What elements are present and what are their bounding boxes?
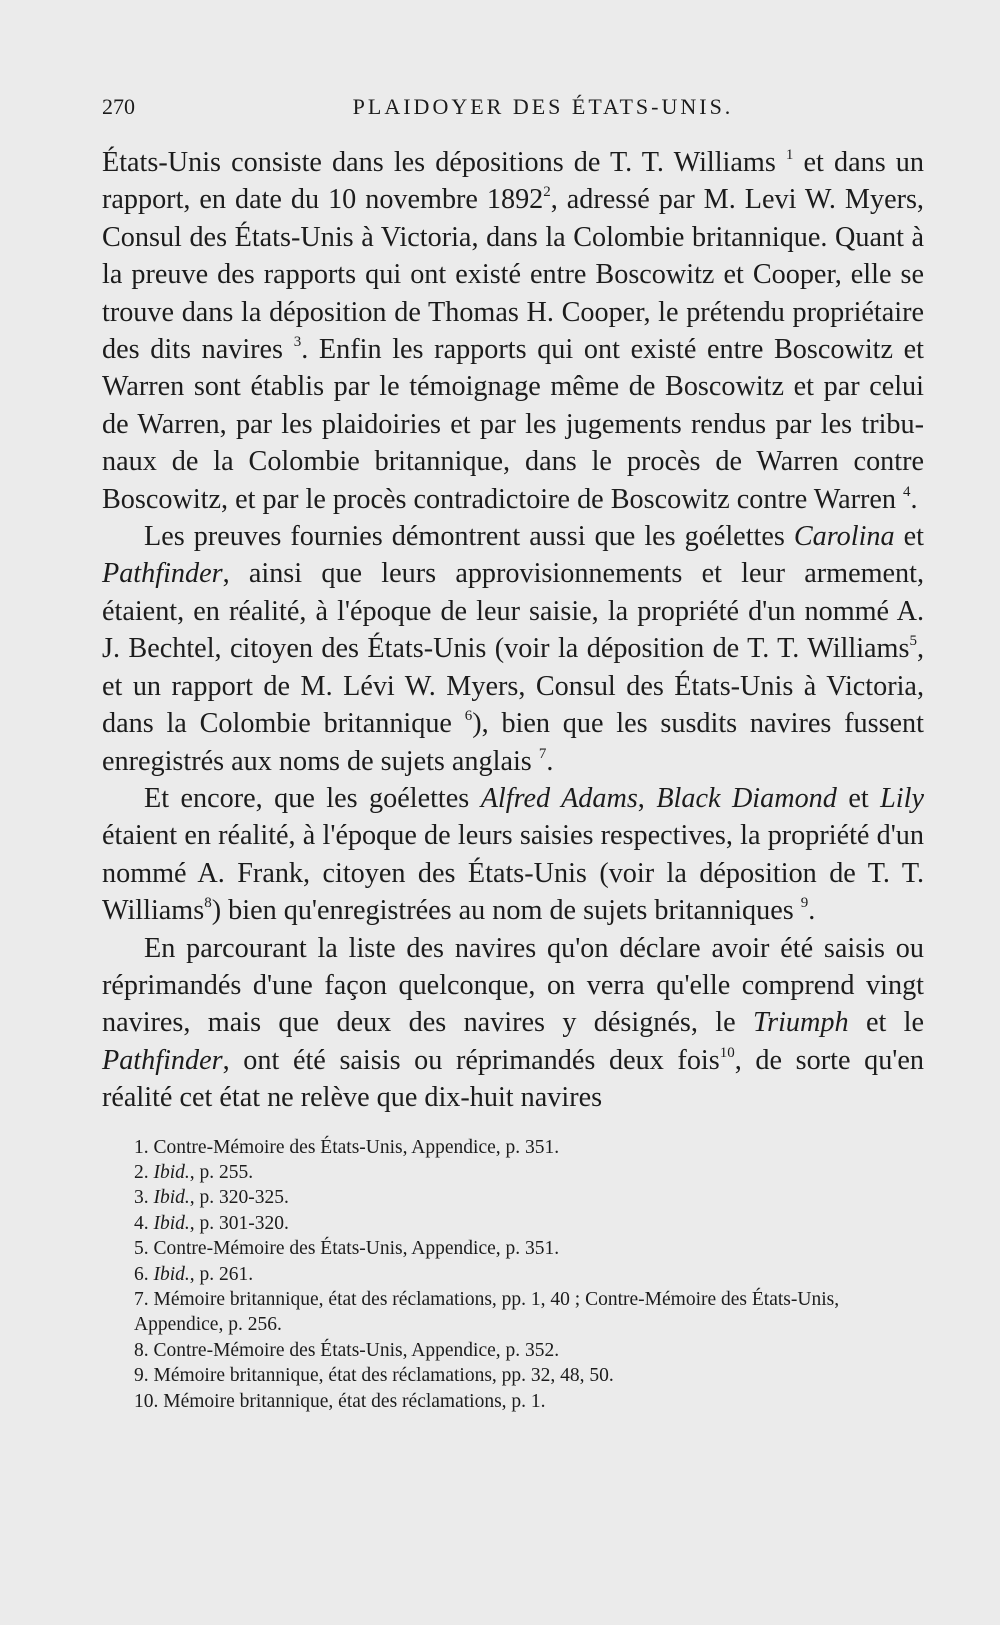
text-run: Et encore, que les goélettes xyxy=(144,782,481,814)
text-run: , xyxy=(637,782,657,814)
footnote-number: 9. xyxy=(134,1365,149,1387)
text-run: et xyxy=(894,521,924,553)
body-text xyxy=(102,144,924,1117)
italic-text: Pathfinder xyxy=(102,558,223,590)
footnote-number: 2. xyxy=(134,1161,149,1183)
running-head xyxy=(102,90,924,130)
paragraph xyxy=(102,780,924,930)
footnote xyxy=(134,1135,924,1160)
footnote xyxy=(134,1185,924,1210)
footnote xyxy=(134,1211,924,1236)
italic-text: Alfred Adams xyxy=(480,782,638,814)
text-run: . xyxy=(546,745,554,777)
italic-text: Ibid. xyxy=(153,1263,190,1285)
text-run: . Enfin les rapports qui ont existé entre Boscowitz et Warren sont établis par le témoignage même de Boscowitz et par celui de Warren, par les plaidoiries et par les jugements rendus par les tribunaux de la Colombie britannique, dans le procès de Warren contre Boscowitz, et par le procès contradictoire de Boscowitz contre Warren xyxy=(102,334,925,515)
footnote xyxy=(134,1160,924,1185)
footnote-marker: 3 xyxy=(293,334,302,351)
text-run: , et un rapport de M. Lévi W. Myers, Consul des États-Unis à Victoria, dans la Colombie britannique xyxy=(102,633,924,740)
italic-text: Ibid. xyxy=(153,1212,190,1234)
text-run: et le xyxy=(848,1007,924,1039)
text-run: Contre-Mémoire des États-Unis, Appendice, p. 352. xyxy=(148,1339,560,1361)
italic-text: Lily xyxy=(880,782,924,814)
footnote-number: 6. xyxy=(134,1263,149,1285)
footnote-number: 5. xyxy=(134,1238,149,1260)
text-run: Contre-Mémoire des États-Unis, Appendice, p. 351. xyxy=(148,1238,560,1260)
text-run: ) bien qu'enregistrées au nom de sujets britanniques xyxy=(211,895,801,927)
footnote-number: 7. xyxy=(134,1289,149,1310)
footnote-number: 4. xyxy=(134,1212,149,1234)
footnote-number: 1. xyxy=(134,1136,149,1158)
text-run: Mémoire britannique, état des réclamations, pp. 32, 48, 50. xyxy=(148,1365,614,1387)
text-run: ), bien que les susdits navires fussent enregistrés aux noms de sujets anglais xyxy=(102,708,924,777)
paragraph xyxy=(102,518,924,780)
footnote xyxy=(134,1236,924,1261)
text-run: En parcourant la liste des navires qu'on déclare avoir été saisis ou réprimandés d'une façon quelconque, on verra qu'elle comprend vingt navires, mais que deux des navires y désignés, le xyxy=(102,932,924,1039)
paragraph xyxy=(102,930,924,1117)
footnote-marker: 1 xyxy=(785,147,794,163)
running-title: PLAIDOYER DES ÉTATS-UNIS. xyxy=(352,94,734,119)
footnote-marker: 2 xyxy=(543,184,551,201)
text-run: , p. 255. xyxy=(189,1161,254,1183)
page-number: 270 xyxy=(102,94,135,119)
text-run: Contre-Mémoire des États-Unis, Appendice, p. 351. xyxy=(148,1136,560,1158)
text-run: . xyxy=(808,895,816,927)
text-run: , p. 261. xyxy=(189,1263,254,1285)
footnote-marker: 4 xyxy=(903,483,911,500)
text-run: et xyxy=(836,782,881,814)
footnote-number: 10. xyxy=(134,1390,159,1412)
text-run: , p. 301-320. xyxy=(189,1212,289,1234)
footnote xyxy=(134,1262,924,1287)
footnote-marker: 6 xyxy=(464,708,473,725)
paragraph xyxy=(102,144,924,518)
text-run: . xyxy=(910,483,918,515)
italic-text: Triumph xyxy=(753,1007,849,1039)
text-run: , de sorte qu'en réalité cet état ne relève que dix-huit navires xyxy=(102,1044,924,1114)
footnote-marker: 10 xyxy=(719,1044,735,1061)
text-run: , p. 320-325. xyxy=(189,1187,289,1209)
text-run: États-Unis consiste dans les dépositions de T. T. Williams xyxy=(102,147,786,178)
footnote xyxy=(134,1389,924,1414)
text-run: , ainsi que leurs approvisionnements et leur armement, étaient, en réalité, à l'époque de leur saisie, la propriété d'un nommé A. J. Bechtel, citoyen des États-Unis (voir la déposition de T. T. Williams xyxy=(102,558,924,665)
footnote-number: 8. xyxy=(134,1339,149,1361)
text-run: Mémoire britannique, état des réclamations, pp. 1, 40 ; Contre-Mémoire des États-Unis, Appendice, p. 256. xyxy=(134,1289,840,1336)
italic-text: Black Diamond xyxy=(656,782,837,814)
footnote-marker: 9 xyxy=(800,895,809,912)
text-run: étaient en réalité, à l'époque de leurs saisies respectives, la propriété d'un nommé A. Frank, citoyen des États-Unis (voir la déposition de T. T. Williams xyxy=(102,820,924,927)
footnote xyxy=(134,1287,924,1338)
footnote-marker: 7 xyxy=(538,745,547,762)
italic-text: Ibid. xyxy=(153,1187,190,1209)
text-run: Les preuves fournies démontrent aussi que les goélettes xyxy=(144,521,794,553)
footnote-marker: 8 xyxy=(204,895,212,912)
italic-text: Ibid. xyxy=(153,1161,190,1183)
text-run: et dans un rapport, en date du 10 novembre 1892 xyxy=(102,147,924,216)
footnote xyxy=(134,1338,924,1363)
italic-text: Pathfinder xyxy=(102,1044,223,1076)
footnote-number: 3. xyxy=(134,1187,149,1209)
footnotes xyxy=(102,1135,924,1414)
italic-text: Carolina xyxy=(793,521,895,553)
footnote xyxy=(134,1363,924,1388)
footnote-marker: 5 xyxy=(909,633,917,650)
text-run: , ont été saisis ou réprimandés deux fois xyxy=(222,1044,720,1076)
text-run: , adressé par M. Levi W. Myers, Consul des États-Unis à Victoria, dans la Colombie britannique. Quant à la preuve des rapports qui ont existé entre Boscowitz et Cooper, elle se trouve dans la déposition de Thomas H. Cooper, le prétendu propriétaire des dits navires xyxy=(102,184,924,366)
text-run: Mémoire britannique, état des réclamations, p. 1. xyxy=(158,1390,546,1412)
